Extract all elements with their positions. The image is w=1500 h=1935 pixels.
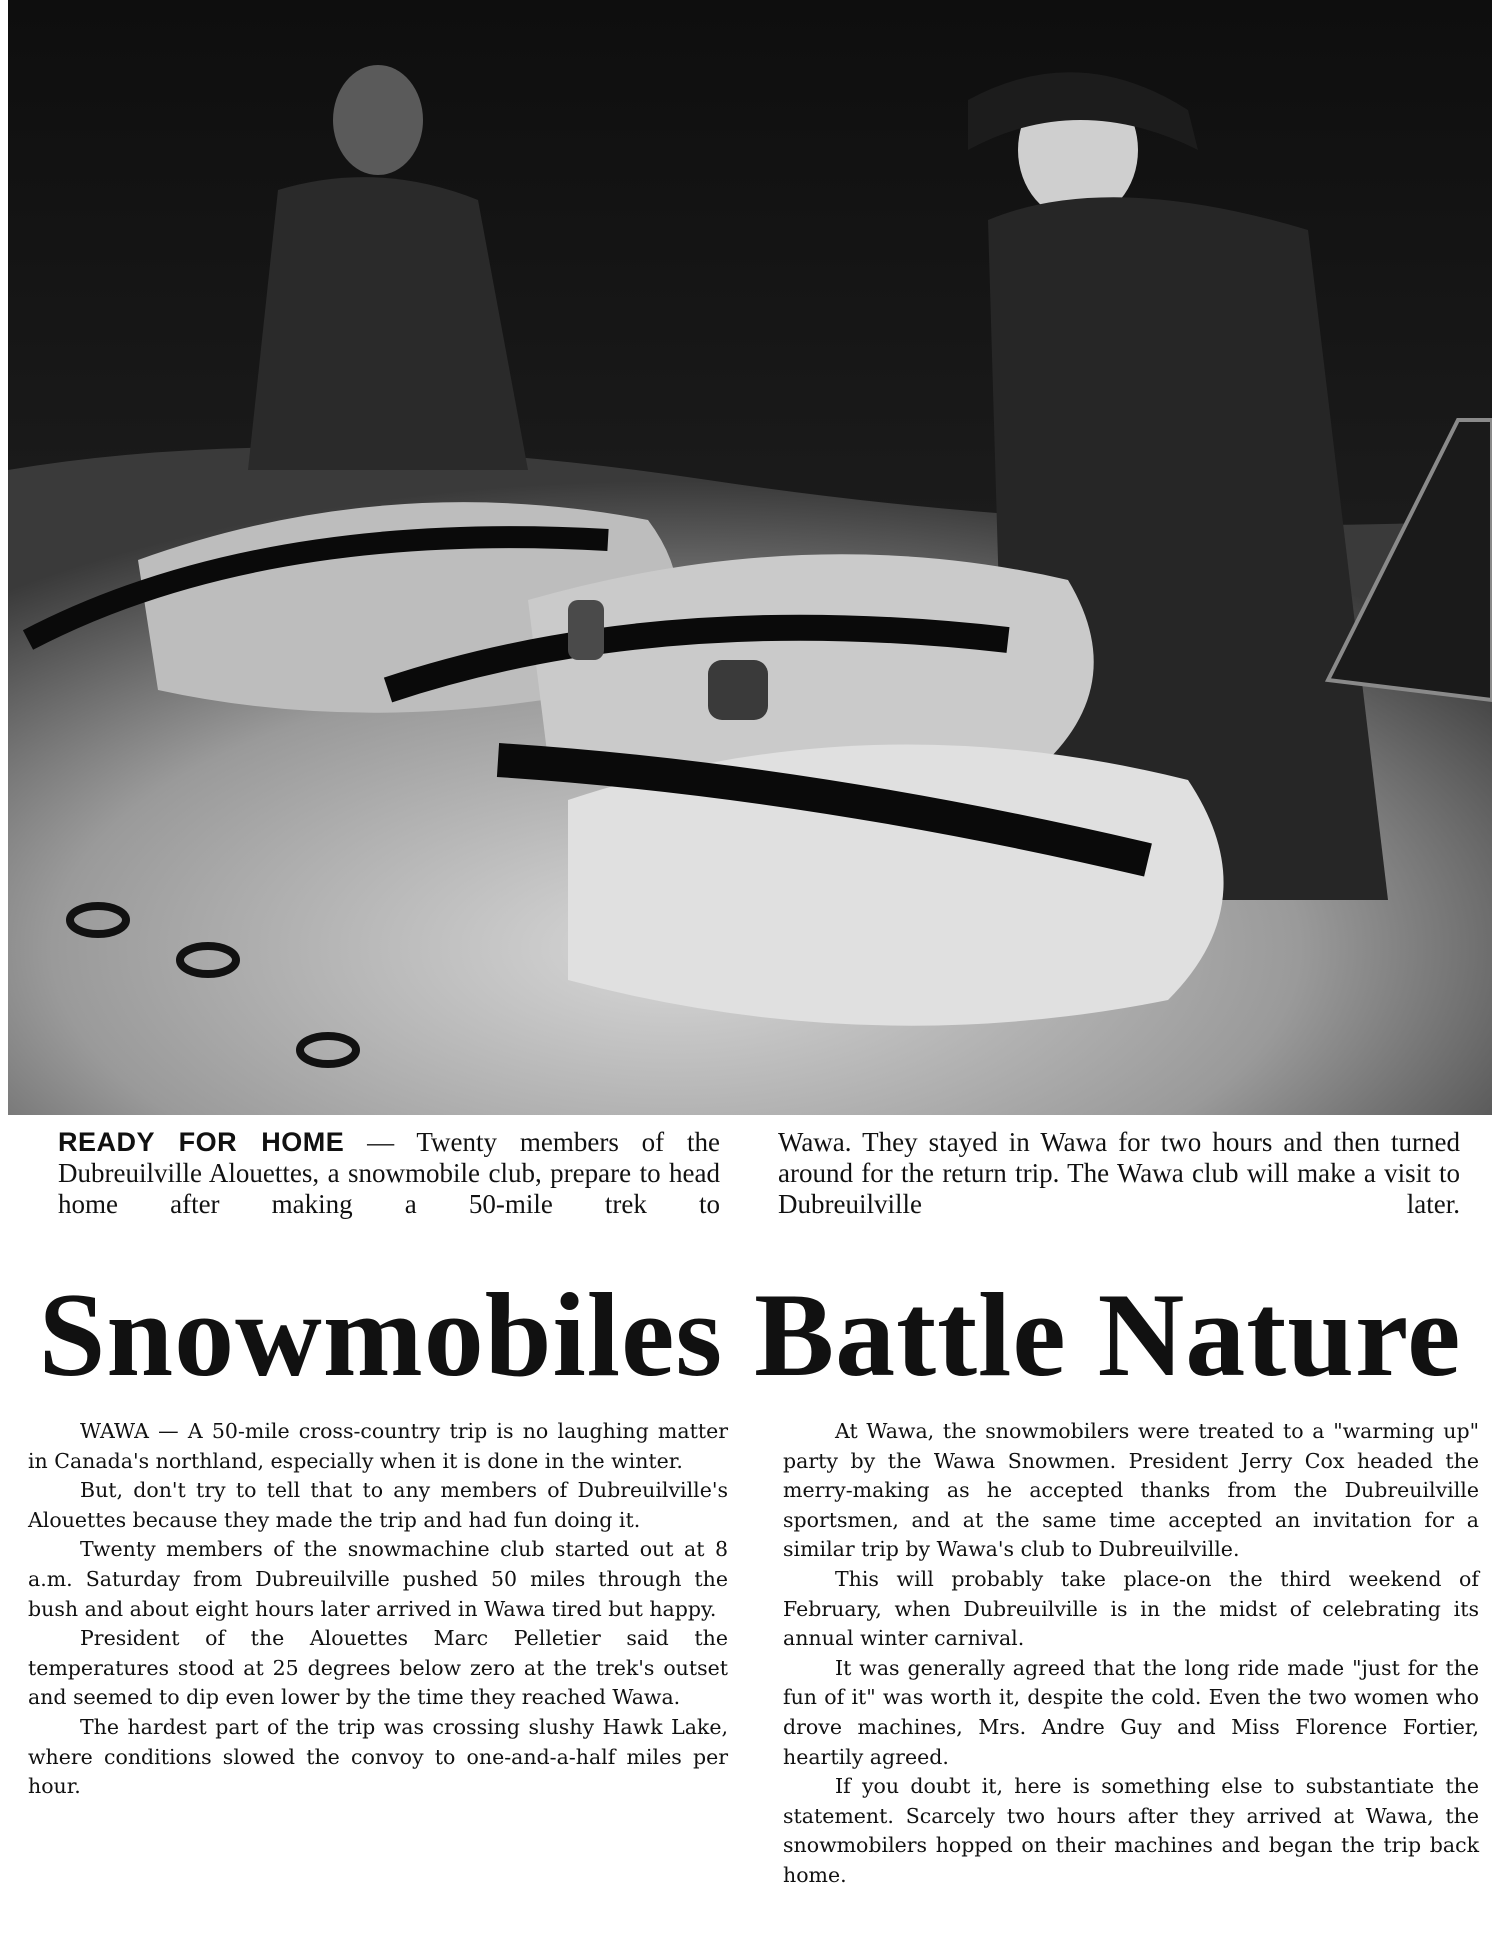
article-paragraph: The hardest part of the trip was crossing slushy Hawk Lake, where conditions slowed the convoy to one-and-a-half miles per hour. [28,1714,728,1799]
caption-text-right: Wawa. They stayed in Wawa for two hours and then turned around for the return trip. The Wawa club will make a visit to Dubreuilville later. [778,1127,1460,1219]
article-paragraph: But, don't try to tell that to any members of Dubreuilville's Alouettes because they made the trip and had fun doing it. [28,1478,728,1532]
article-paragraph: WAWA — A 50-mile cross-country trip is no laughing matter in Canada's northland, especially when it is done in the winter. [28,1419,728,1473]
photo-caption [0,1127,1500,1227]
caption-left-column [58,1127,720,1220]
caption-lead: READY FOR HOME [58,1127,345,1157]
article-paragraph: At Wawa, the snowmobilers were treated to a "warming up" party by the Wawa Snowmen. President Jerry Cox headed the merry-making as he accepted thanks from the Dubreuilville sportsmen, and at the same time accepted an invitation for a similar trip by Wawa's club to Dubreuilville. [783,1419,1479,1562]
article-paragraph: It was generally agreed that the long ride made "just for the fun of it" was worth it, despite the cold. Even the two women who drove machines, Mrs. Andre Guy and Miss Florence Fortier, heartily agreed. [783,1655,1479,1769]
article-paragraph: Twenty members of the snowmachine club started out at 8 a.m. Saturday from Dubreuilville pushed 50 miles through the bush and about eight hours later arrived in Wawa tired but happy. [28,1537,728,1621]
article-paragraph: President of the Alouettes Marc Pelletier said the temperatures stood at 25 degrees below zero at the trek's outset and seemed to dip even lower by the time they reached Wawa. [28,1626,728,1710]
article-column-left [28,1417,728,1802]
caption-right-column [778,1127,1460,1220]
article-column-right [783,1417,1479,1891]
caption-text-left: — Twenty members of the Dubreuilville Alouettes, a snowmobile club, prepare to head home after making a 50-mile trek to [58,1127,720,1219]
article-headline: Snowmobiles Battle Nature [38,1268,1462,1401]
article-paragraph: This will probably take place-on the third weekend of February, when Dubreuilville is in the midst of celebrating its annual winter carnival. [783,1566,1479,1651]
news-photo-snowmobiles [8,0,1492,1115]
article-paragraph: If you doubt it, here is something else to substantiate the statement. Scarcely two hours after they arrived at Wawa, the snowmobilers hopped on their machines and began the trip back home. [783,1774,1479,1887]
photo-illustration [8,0,1492,1115]
